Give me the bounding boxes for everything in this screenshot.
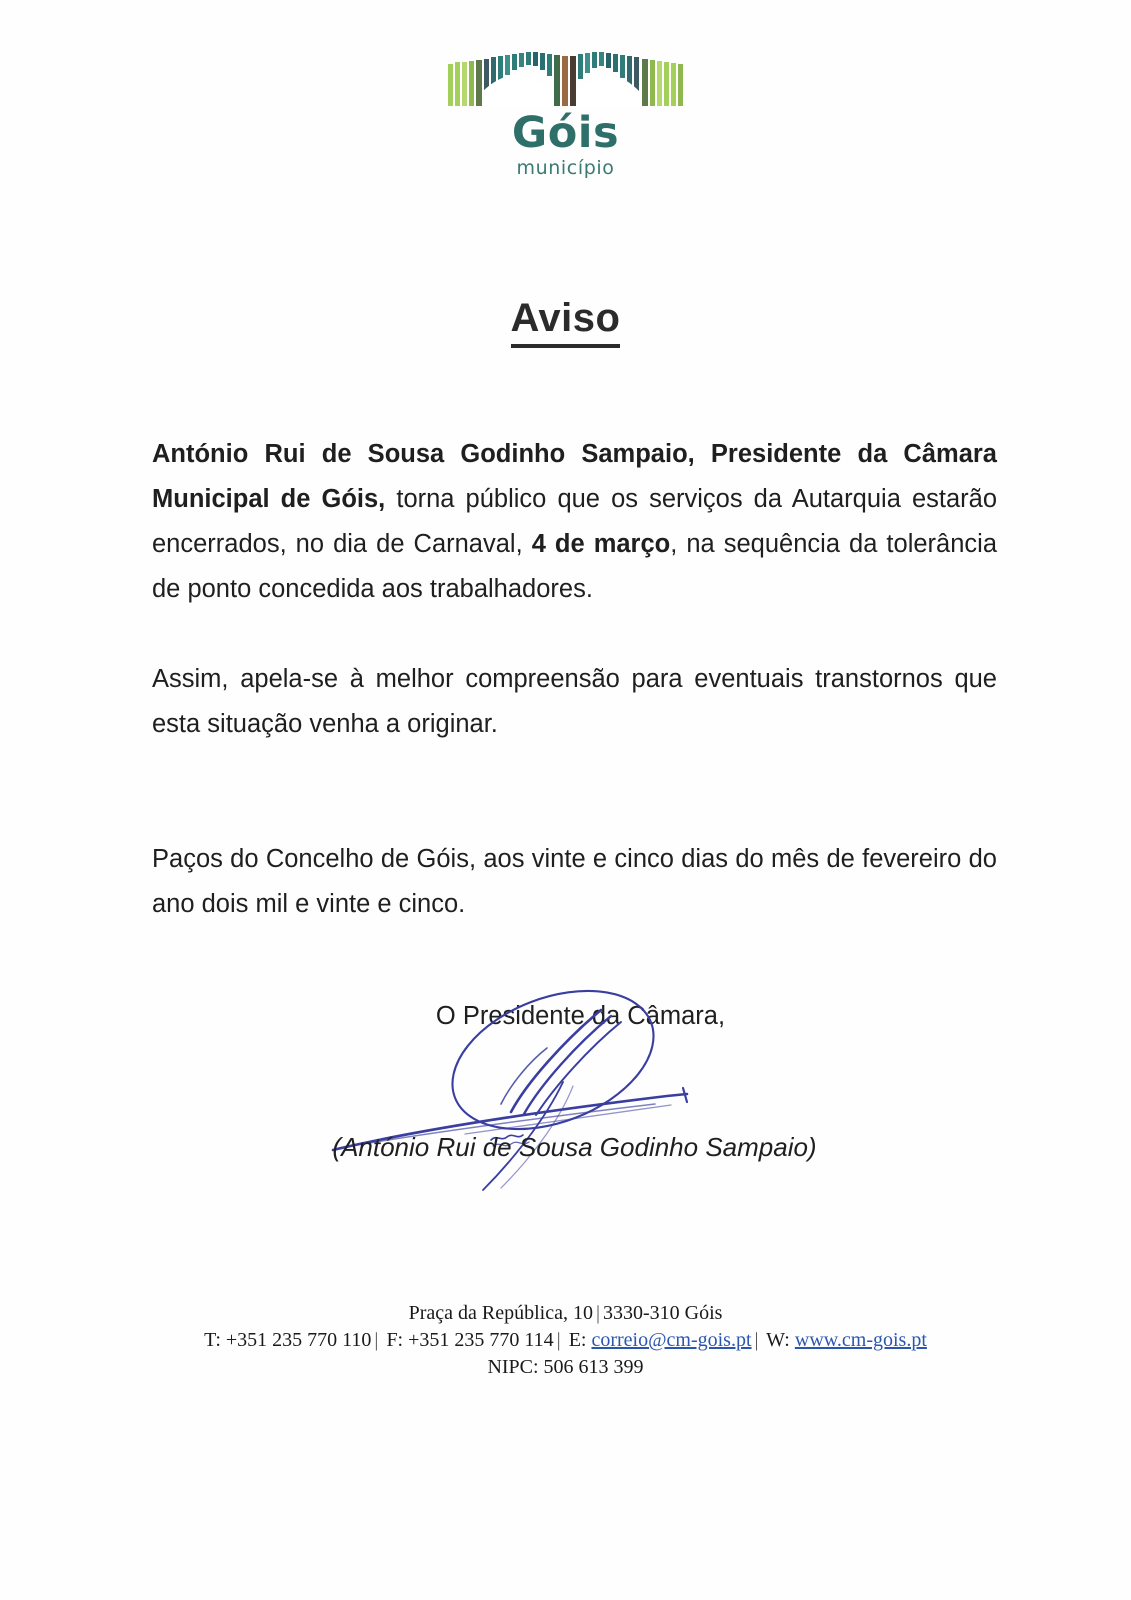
paragraph-place-date: Paços do Concelho de Góis, aos vinte e cinco dias do mês de fevereiro do ano dois mil e vinte e cinco. xyxy=(152,845,997,918)
footer-address-line xyxy=(0,1300,1131,1327)
municipality-logo xyxy=(0,48,1131,179)
logo-wordmark: Góis xyxy=(511,108,620,158)
page-title-text: Aviso xyxy=(511,296,621,348)
footer-web-label: W: xyxy=(766,1329,790,1351)
signatory-name: (António Rui de Sousa Godinho Sampaio) xyxy=(332,1132,817,1162)
footer-phone: +351 235 770 110 xyxy=(225,1329,372,1351)
footer-fax: +351 235 770 114 xyxy=(408,1329,554,1351)
announcement-text-a: torna público que os serviços da Autarquia estarão encerrados, no dia de Carnaval, xyxy=(152,485,998,558)
footer-nipc: NIPC: 506 613 399 xyxy=(487,1356,644,1378)
footer-email-link[interactable]: correio@cm-gois.pt xyxy=(591,1329,752,1351)
signature-role: O Presidente da Câmara, xyxy=(435,1002,726,1030)
footer-separator: | xyxy=(595,1302,600,1324)
announcement-text-b: , na sequência da tolerância de ponto concedida aos trabalhadores. xyxy=(152,530,997,603)
document-body xyxy=(152,432,997,927)
footer-separator: | xyxy=(754,1329,759,1351)
footer-contact-block xyxy=(0,1300,1131,1381)
closure-date: 4 de março xyxy=(531,530,671,558)
footer-separator: | xyxy=(374,1329,379,1351)
footer-postal-code: 3330-310 Góis xyxy=(602,1302,723,1324)
paragraph-apology: Assim, apela-se à melhor compreensão para eventuais transtornos que esta situação venha a originar. xyxy=(152,665,997,738)
footer-separator: | xyxy=(556,1329,561,1351)
footer-fax-label: F: xyxy=(386,1329,404,1351)
bridge-bars-icon xyxy=(446,48,686,106)
footer-address: Praça da República, 10 xyxy=(408,1302,593,1324)
paragraph-announcement xyxy=(152,432,997,612)
footer-contacts-line xyxy=(0,1327,1131,1354)
announcer-name-title: António Rui de Sousa Godinho Sampaio, Presidente da Câmara Municipal de Góis, xyxy=(152,440,997,513)
footer-email-label: E: xyxy=(568,1329,587,1351)
footer-phone-label: T: xyxy=(204,1329,221,1351)
footer-website-link[interactable]: www.cm-gois.pt xyxy=(794,1329,927,1351)
logo-subtitle: município xyxy=(516,157,615,179)
page-title xyxy=(0,296,1131,348)
